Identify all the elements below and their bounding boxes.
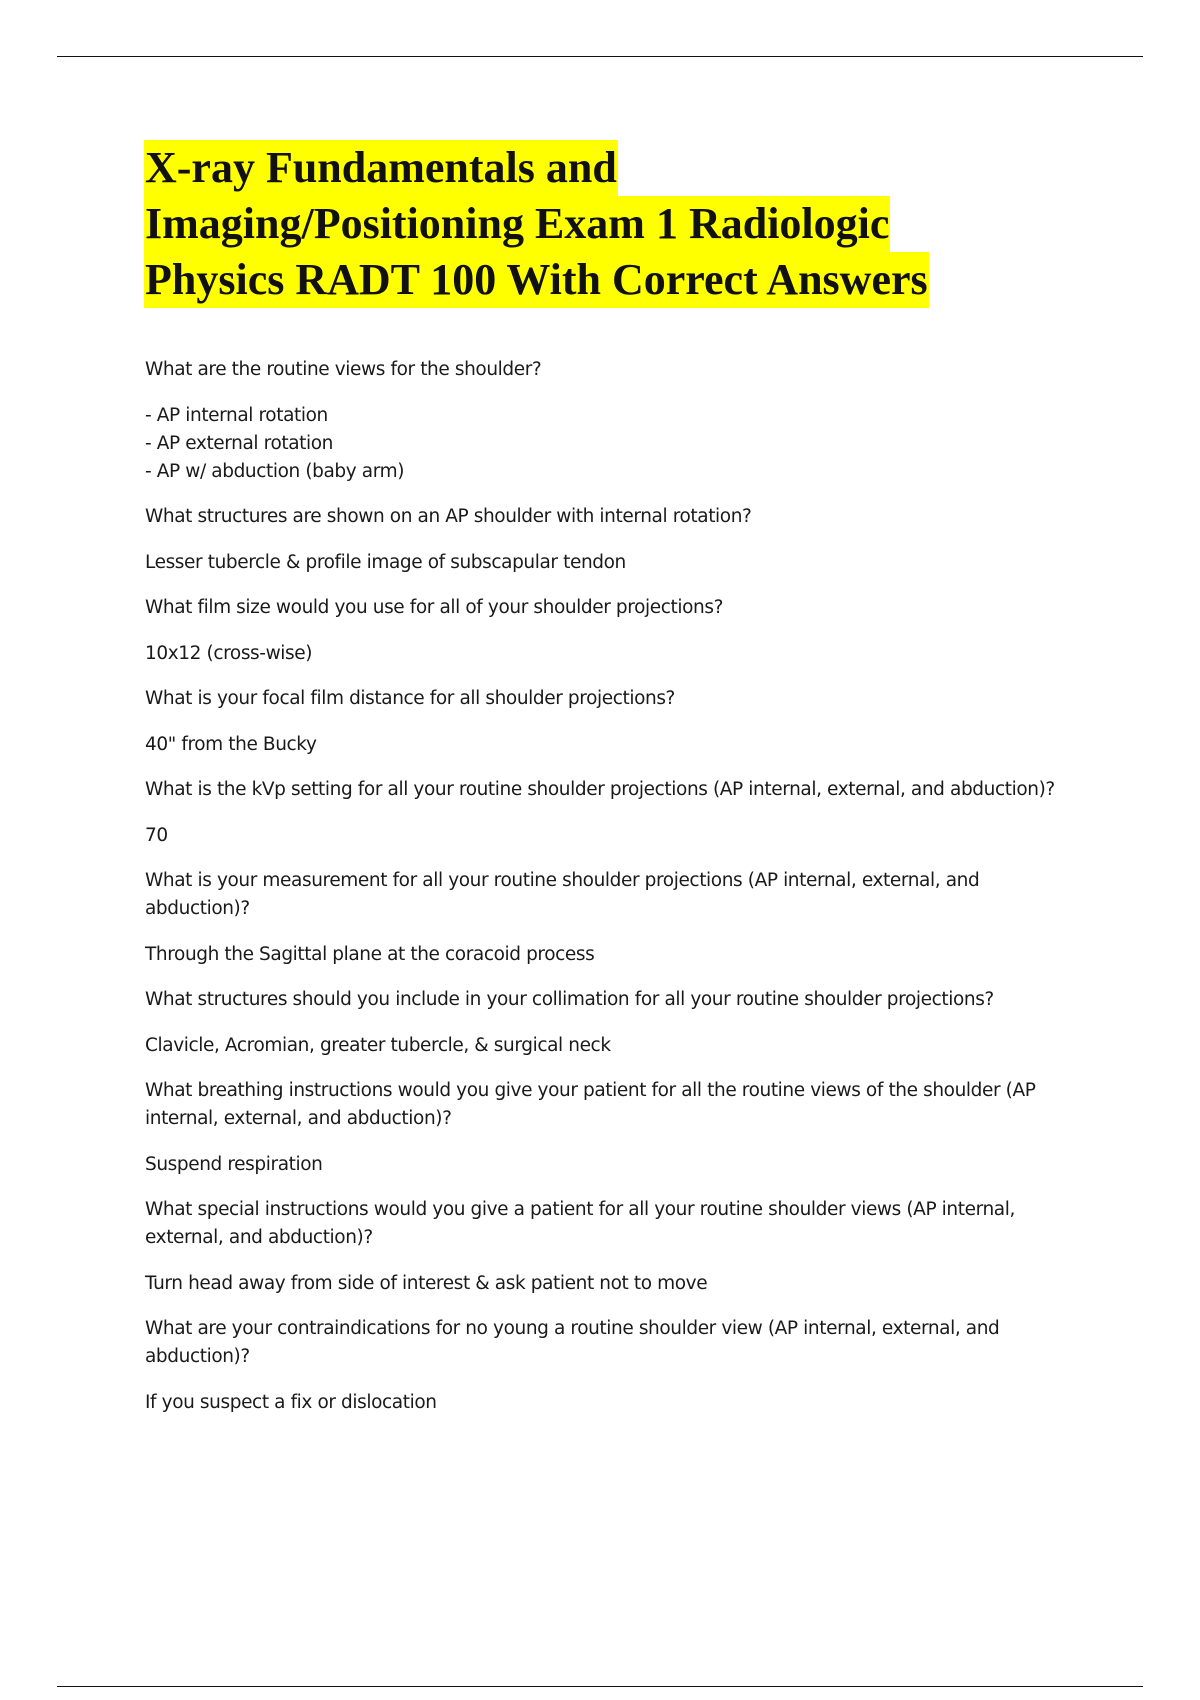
- answer-2: Lesser tubercle & profile image of subscapular tendon: [145, 552, 626, 573]
- question-2: What structures are shown on an AP shoulder with internal rotation?: [145, 506, 752, 527]
- question-4: What is your focal film distance for all shoulder projections?: [145, 688, 675, 709]
- question-1: What are the routine views for the shoulder?: [145, 359, 542, 380]
- answer-1: [145, 402, 1085, 486]
- answer-1-item: - AP internal rotation: [145, 405, 328, 426]
- answer-8: Suspend respiration: [145, 1154, 323, 1175]
- answer-5: 70: [145, 825, 168, 846]
- question-9: What special instructions would you give a patient for all your routine shoulder views (AP internal, external, and abduction)?: [145, 1199, 1015, 1248]
- question-6: What is your measurement for all your routine shoulder projections (AP internal, external, and abduction)?: [145, 870, 980, 919]
- qa-list: [145, 356, 1085, 1434]
- answer-10: If you suspect a fix or dislocation: [145, 1392, 437, 1413]
- question-10: What are your contraindications for no young a routine shoulder view (AP internal, external, and abduction)?: [145, 1318, 1000, 1367]
- answer-6: Through the Sagittal plane at the coracoid process: [145, 944, 595, 965]
- answer-1-item: - AP external rotation: [145, 433, 333, 454]
- title-line-1: X-ray Fundamentals and: [144, 140, 618, 196]
- answer-7: Clavicle, Acromian, greater tubercle, & surgical neck: [145, 1035, 611, 1056]
- top-rule: [57, 56, 1143, 57]
- bottom-rule: [57, 1686, 1143, 1687]
- question-7: What structures should you include in your collimation for all your routine shoulder projections?: [145, 989, 994, 1010]
- answer-3: 10x12 (cross-wise): [145, 643, 313, 664]
- answer-1-item: - AP w/ abduction (baby arm): [145, 461, 405, 482]
- title-line-2: Imaging/Positioning Exam 1 Radiologic: [144, 196, 890, 252]
- title-line-3: Physics RADT 100 With Correct Answers: [144, 252, 929, 308]
- answer-9: Turn head away from side of interest & ask patient not to move: [145, 1273, 708, 1294]
- question-8: What breathing instructions would you give your patient for all the routine views of the shoulder (AP internal, external, and abduction)?: [145, 1080, 1036, 1129]
- answer-4: 40" from the Bucky: [145, 734, 317, 755]
- question-3: What film size would you use for all of your shoulder projections?: [145, 597, 723, 618]
- document-title: [144, 140, 1104, 308]
- question-5: What is the kVp setting for all your routine shoulder projections (AP internal, external, and abduction)?: [145, 779, 1055, 800]
